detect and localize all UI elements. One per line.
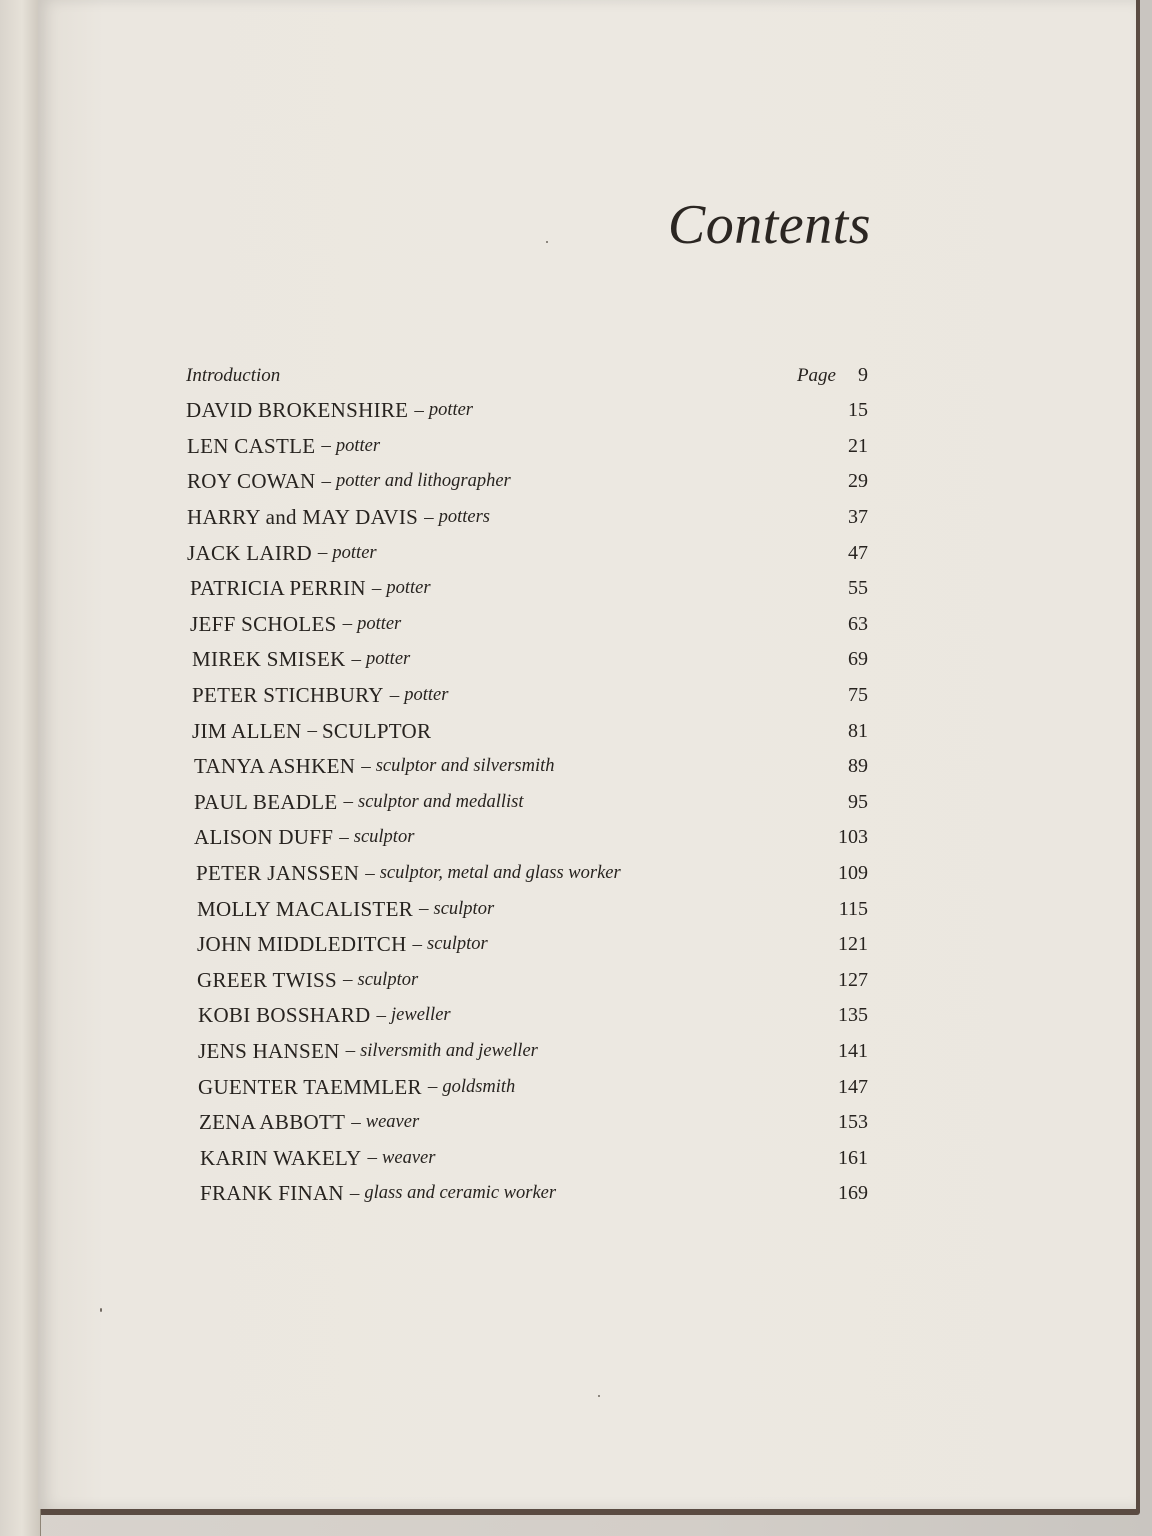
page-number: 29 <box>848 470 868 493</box>
toc-entry-row <box>186 535 868 571</box>
toc-entry-row <box>186 500 868 536</box>
separator-dash: – <box>427 1076 438 1098</box>
artist-role: sculptor <box>357 969 419 990</box>
page-number: 147 <box>838 1075 868 1098</box>
paper-speck <box>598 1395 600 1397</box>
toc-entry-row <box>186 393 868 429</box>
page-number: 69 <box>848 648 868 671</box>
artist-name: JENS HANSEN <box>198 1038 340 1063</box>
toc-entry-row <box>186 785 868 821</box>
page-number: 103 <box>838 826 868 849</box>
separator-dash: – <box>376 1004 387 1026</box>
toc-entry-row <box>186 856 868 892</box>
separator-dash: – <box>414 399 424 421</box>
artist-role: sculptor <box>353 827 415 848</box>
separator-dash: – <box>389 684 400 706</box>
page-number: 95 <box>848 790 868 813</box>
toc-entry-row <box>186 429 868 465</box>
separator-dash: – <box>321 470 332 492</box>
artist-name: ROY COWAN <box>187 469 316 494</box>
separator-dash: – <box>343 791 354 813</box>
separator-dash: – <box>339 826 349 848</box>
page-number: 127 <box>838 968 868 991</box>
page-number: 89 <box>848 755 868 778</box>
toc-entry-row <box>186 678 868 714</box>
artist-name: MIREK SMISEK <box>192 647 346 672</box>
toc-entry-row <box>186 642 868 678</box>
artist-role: sculptor <box>427 934 488 955</box>
page-number: 141 <box>838 1039 868 1062</box>
page-number: 75 <box>848 684 868 707</box>
toc-entry-row <box>186 607 868 643</box>
toc-entry-row <box>186 713 868 749</box>
artist-role: SCULPTOR <box>321 718 432 743</box>
artist-name: ALISON DUFF <box>194 825 334 850</box>
artist-name: LEN CASTLE <box>187 433 316 458</box>
separator-dash: – <box>343 969 353 991</box>
separator-dash: – <box>345 1040 356 1062</box>
artist-role: potter <box>357 613 402 634</box>
artist-role: sculptor, metal and glass worker <box>379 863 621 884</box>
artist-role: weaver <box>365 1112 420 1133</box>
paper-speck <box>100 1308 102 1312</box>
separator-dash: – <box>424 506 434 528</box>
page-number: 81 <box>848 719 868 742</box>
page-title: Contents <box>667 194 871 256</box>
artist-role: potter <box>332 542 377 563</box>
separator-dash: – <box>351 648 362 670</box>
artist-role: potter <box>386 578 431 599</box>
artist-name: TANYA ASHKEN <box>194 754 356 779</box>
separator-dash: – <box>367 1147 378 1169</box>
artist-name: KOBI BOSSHARD <box>198 1003 371 1028</box>
intro-label: Introduction <box>186 364 281 386</box>
page-number: 9 <box>858 364 868 386</box>
toc-entry-row <box>186 1176 868 1212</box>
page-word: Page <box>796 364 836 386</box>
toc-entry-row <box>186 891 868 927</box>
artist-name: ZENA ABBOTT <box>199 1110 346 1135</box>
artist-name: GREER TWISS <box>197 967 338 992</box>
page-number: 63 <box>848 612 868 635</box>
artist-role: sculptor and medallist <box>358 791 524 812</box>
artist-role: goldsmith <box>442 1076 516 1097</box>
artist-name: FRANK FINAN <box>200 1181 344 1206</box>
page-number: 121 <box>838 933 868 956</box>
table-of-contents <box>186 358 868 1212</box>
page-number: 115 <box>838 897 868 920</box>
separator-dash: – <box>371 577 382 599</box>
page-number: 55 <box>848 577 868 600</box>
page-number: 21 <box>848 434 868 457</box>
artist-name: DAVID BROKENSHIRE <box>186 398 409 423</box>
artist-name: JOHN MIDDLEDITCH <box>197 932 407 957</box>
page-number: 47 <box>848 541 868 564</box>
toc-entry-row <box>186 1034 868 1070</box>
page-number: 153 <box>838 1111 868 1134</box>
artist-name: JIM ALLEN <box>192 718 302 743</box>
toc-entry-row <box>186 1140 868 1176</box>
artist-role: glass and ceramic worker <box>364 1183 557 1204</box>
separator-dash: – <box>307 720 317 742</box>
toc-entry-row <box>186 927 868 963</box>
toc-intro-row <box>186 358 868 393</box>
toc-entry-row <box>186 1105 868 1141</box>
separator-dash: – <box>365 862 375 884</box>
artist-name: HARRY and MAY DAVIS <box>187 505 419 530</box>
artist-role: weaver <box>382 1147 436 1168</box>
artist-name: GUENTER TAEMMLER <box>198 1074 422 1099</box>
artist-name: PETER STICHBURY <box>192 683 384 708</box>
page-number: 109 <box>838 862 868 885</box>
artist-role: silversmith and jeweller <box>360 1040 538 1061</box>
artist-role: potter <box>335 435 381 456</box>
separator-dash: – <box>419 898 429 920</box>
separator-dash: – <box>412 933 423 955</box>
page-number: 161 <box>838 1146 868 1169</box>
toc-entry-row <box>186 963 868 999</box>
artist-role: sculptor <box>433 898 495 919</box>
artist-role: sculptor and silversmith <box>375 756 555 777</box>
separator-dash: – <box>351 1111 361 1133</box>
facing-page-edge <box>0 0 41 1536</box>
page-number: 135 <box>838 1004 868 1027</box>
page-number: 169 <box>838 1182 868 1205</box>
page-number: 15 <box>848 399 868 422</box>
separator-dash: – <box>321 435 331 457</box>
artist-role: potter and lithographer <box>336 471 511 492</box>
artist-role: potter <box>428 400 474 421</box>
separator-dash: – <box>317 542 328 564</box>
separator-dash: – <box>342 613 353 635</box>
toc-entry-row <box>186 1069 868 1105</box>
toc-entry-row <box>186 998 868 1034</box>
artist-name: PATRICIA PERRIN <box>190 576 366 601</box>
artist-name: MOLLY MACALISTER <box>197 896 413 921</box>
separator-dash: – <box>361 755 371 777</box>
artist-role: potter <box>404 685 449 706</box>
toc-entry-row <box>186 571 868 607</box>
artist-name: JEFF SCHOLES <box>190 611 337 636</box>
artist-role: potters <box>438 507 490 528</box>
toc-entry-row <box>186 749 868 785</box>
artist-role: jeweller <box>391 1005 451 1026</box>
separator-dash: – <box>349 1182 360 1204</box>
page-number: 37 <box>848 506 868 529</box>
toc-entry-row <box>186 464 868 500</box>
artist-role: potter <box>366 649 411 670</box>
artist-name: KARIN WAKELY <box>200 1145 362 1170</box>
artist-name: JACK LAIRD <box>187 540 312 565</box>
artist-name: PETER JANSSEN <box>196 861 360 886</box>
paper-speck <box>546 241 548 243</box>
toc-entry-row <box>186 820 868 856</box>
artist-name: PAUL BEADLE <box>194 789 338 814</box>
